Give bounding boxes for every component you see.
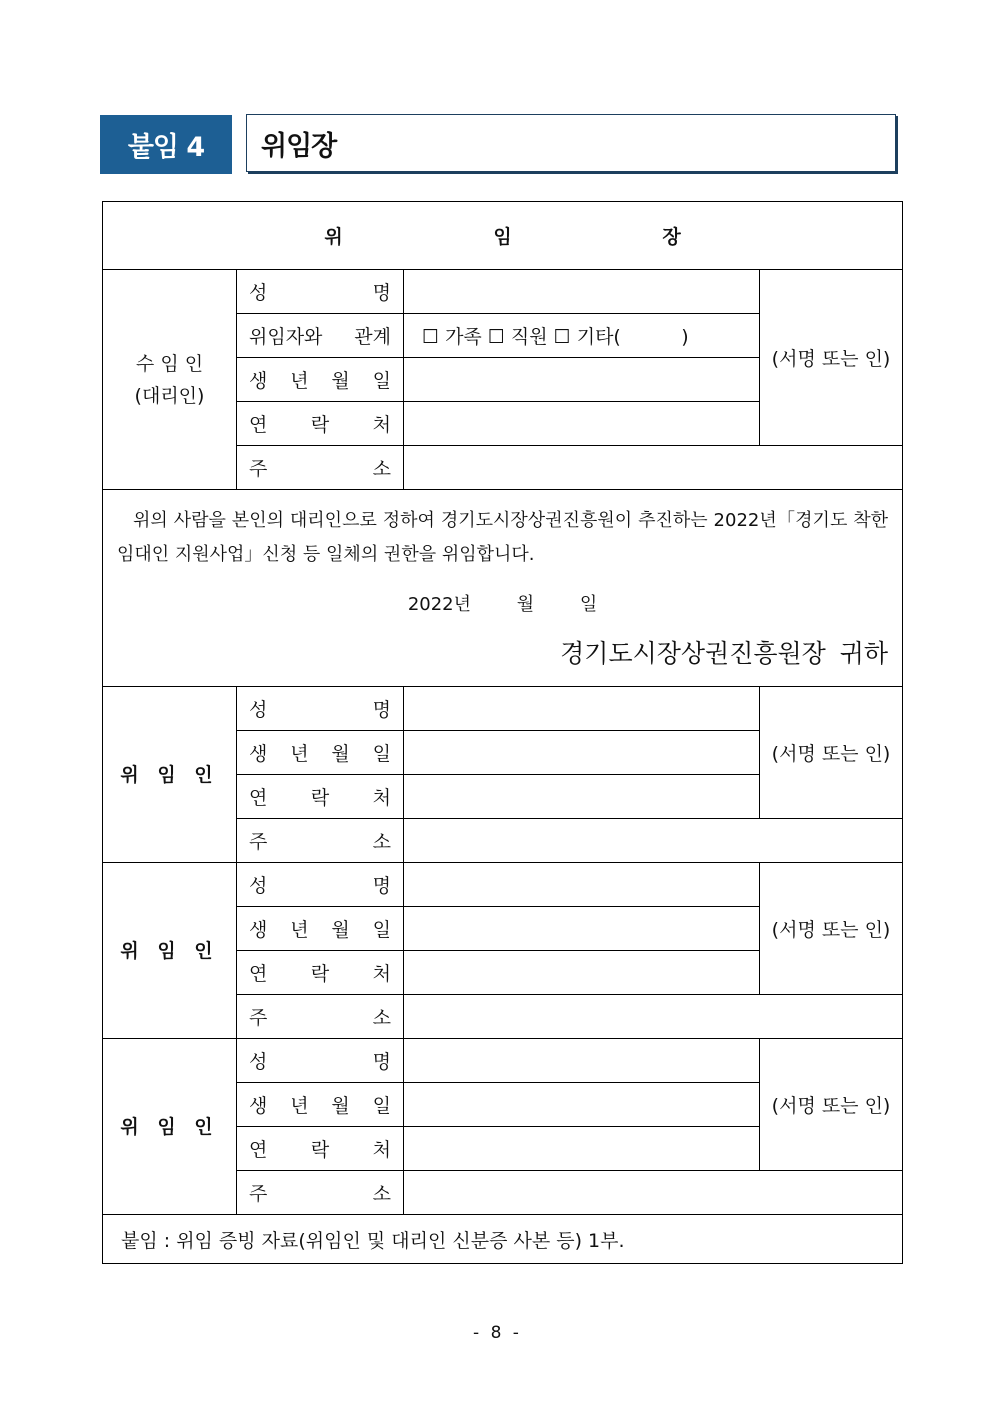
proxy-birth-label: 생 년 월 일 [237, 358, 404, 402]
delegator-sign-label: (서명 또는 인) [771, 1095, 891, 1117]
attachment-note: 붙임 : 위임 증빙 자료(위임인 및 대리인 신분증 사본 등) 1부. [103, 1215, 903, 1264]
delegator-birth-label: 생 년 월 일 [237, 731, 404, 775]
proxy-name-label: 성 명 [237, 270, 404, 314]
proxy-group-line2: (대리인) [134, 384, 205, 407]
delegator-name-field[interactable] [404, 687, 760, 731]
delegator-signature-field[interactable] [760, 863, 903, 995]
power-of-attorney-form [102, 201, 903, 1264]
delegator-name-field[interactable] [404, 863, 760, 907]
delegator-signature-field[interactable] [760, 1039, 903, 1171]
delegator-address-field[interactable] [404, 995, 903, 1039]
delegator-address-label: 주 소 [237, 1171, 404, 1215]
delegator-birth-label: 생 년 월 일 [237, 907, 404, 951]
proxy-sign-label: (서명 또는 인) [771, 348, 891, 370]
proxy-address-field[interactable] [404, 446, 903, 490]
delegator-contact-label: 연 락 처 [237, 775, 404, 819]
delegator-contact-field[interactable] [404, 951, 760, 995]
delegator-contact-label: 연 락 처 [237, 1127, 404, 1171]
proxy-name-field[interactable] [404, 270, 760, 314]
delegator-birth-field[interactable] [404, 1083, 760, 1127]
delegator-address-field[interactable] [404, 1171, 903, 1215]
delegator-birth-field[interactable] [404, 731, 760, 775]
proxy-contact-label: 연 락 처 [237, 402, 404, 446]
delegator-name-label: 성 명 [237, 687, 404, 731]
proxy-group-label [103, 270, 237, 490]
delegator-birth-label: 생 년 월 일 [237, 1083, 404, 1127]
delegator-address-label: 주 소 [237, 819, 404, 863]
delegator-contact-field[interactable] [404, 1127, 760, 1171]
section-title: 위임장 [246, 114, 896, 172]
delegator-contact-field[interactable] [404, 775, 760, 819]
date-line: 2022년 월 일 [407, 594, 598, 615]
proxy-address-label: 주 소 [237, 446, 404, 490]
delegator-birth-field[interactable] [404, 907, 760, 951]
proxy-signature-field[interactable] [760, 270, 903, 446]
delegation-statement: 위의 사람을 본인의 대리인으로 정하여 경기도시장상권진흥원이 추진하는 2022년「경기도 착한 임대인 지원사업」신청 등 일체의 권한을 위임합니다. [117, 510, 889, 565]
delegator-sign-label: (서명 또는 인) [771, 743, 891, 765]
delegator-address-label: 주 소 [237, 995, 404, 1039]
form-title: 위 임 장 [103, 202, 903, 270]
delegator-group-label: 위 임 인 [103, 687, 237, 863]
delegator-group-label: 위 임 인 [103, 1039, 237, 1215]
proxy-contact-field[interactable] [404, 402, 760, 446]
proxy-birth-field[interactable] [404, 358, 760, 402]
proxy-group-line1: 수 임 인 [135, 352, 204, 375]
delegator-sign-label: (서명 또는 인) [771, 919, 891, 941]
delegator-signature-field[interactable] [760, 687, 903, 819]
page-number: - 8 - [473, 1323, 519, 1343]
addressee: 경기도시장상권진흥원장 귀하 [560, 639, 889, 668]
proxy-relation-label: 위임자와 관계 [237, 314, 404, 358]
attachment-badge: 붙임 4 [100, 115, 232, 174]
proxy-relation-options[interactable]: ☐ 가족 ☐ 직원 ☐ 기타( ) [404, 314, 760, 358]
statement-cell [103, 490, 903, 687]
delegator-name-field[interactable] [404, 1039, 760, 1083]
delegator-address-field[interactable] [404, 819, 903, 863]
delegator-name-label: 성 명 [237, 863, 404, 907]
delegator-name-label: 성 명 [237, 1039, 404, 1083]
delegator-contact-label: 연 락 처 [237, 951, 404, 995]
delegator-group-label: 위 임 인 [103, 863, 237, 1039]
